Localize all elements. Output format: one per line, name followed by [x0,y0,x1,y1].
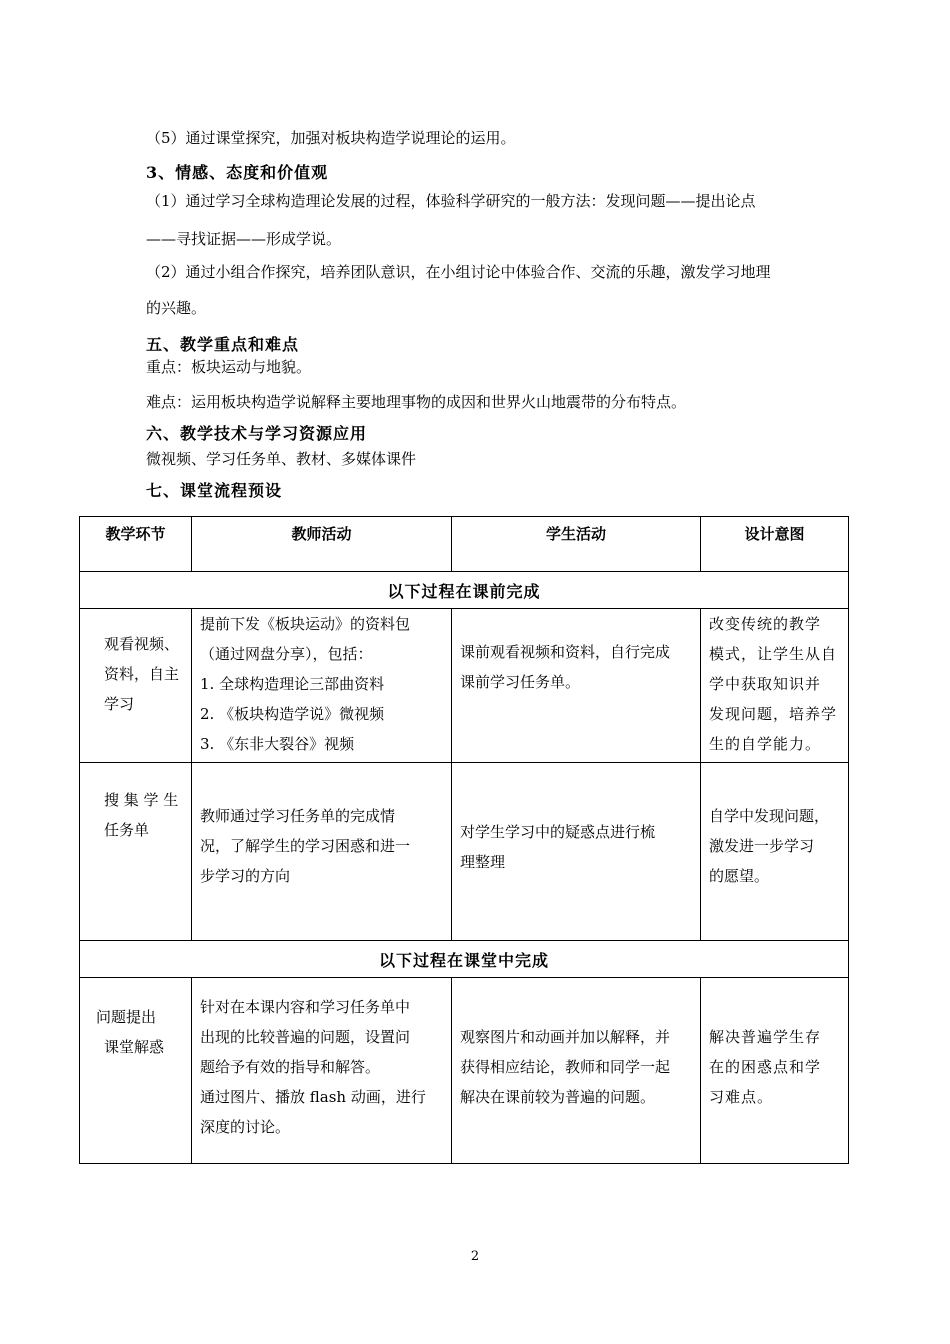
stage-cell: 问题提出 课堂解惑 [96,1008,165,1056]
section-5-title: 五、教学重点和难点 [146,335,300,354]
header-intent: 设计意图 [701,517,849,572]
page-number: 2 [470,1249,480,1264]
header-stage: 教学环节 [80,517,192,572]
lesson-flow-table [79,516,849,1164]
value-1-line-a: （1）通过学习全球构造理论发展的过程，体验科学研究的一般方法：发现问题——提出论点 [146,192,756,210]
table-row [80,609,849,763]
difficult-point: 难点：运用板块构造学说解释主要地理事物的成因和世界火山地震带的分布特点。 [146,393,687,411]
group-in-class: 以下过程在课堂中完成 [80,941,849,978]
teacher-cell: 教师通过学习任务单的完成情 况，了解学生的学习困惑和进一 步学习的方向 [200,807,411,885]
teacher-cell: 提前下发《板块运动》的资料包 （通过网盘分享），包括： 1. 全球构造理论三部曲资料 2. 《板块构造学说》微视频 3. 《东非大裂谷》视频 [200,615,411,753]
table-row [80,763,849,941]
student-cell: 对学生学习中的疑惑点进行梳 理整理 [460,823,656,871]
value-1-line-b: ——寻找证据——形成学说。 [146,230,342,248]
section-7-title: 七、课堂流程预设 [146,481,283,500]
section-6-title: 六、教学技术与学习资源应用 [146,424,368,443]
resources: 微视频、学习任务单、教材、多媒体课件 [146,450,417,468]
header-teacher: 教师活动 [192,517,452,572]
header-student: 学生活动 [452,517,701,572]
stage-cell: 搜 集 学 生 任务单 [104,791,179,839]
student-cell: 课前观看视频和资料，自行完成 课前学习任务单。 [460,643,671,691]
value-2-line-a: （2）通过小组合作探究，培养团队意识，在小组讨论中体验合作、交流的乐趣，激发学习地理 [146,263,771,281]
teacher-cell: 针对在本课内容和学习任务单中 出现的比较普遍的问题，设置问 题给予有效的指导和解答。 通过图片、播放 flash 动画，进行 深度的讨论。 [200,998,426,1136]
key-point: 重点：板块运动与地貌。 [146,358,312,376]
value-2-line-b: 的兴趣。 [146,299,207,317]
intent-cell: 改变传统的教学 模式，让学生从自 学中获取知识并 发现问题，培养学 生的自学能力。 [709,615,838,753]
intent-cell: 自学中发现问题， 激发进一步学习 的愿望。 [709,807,830,885]
table-header-row [80,517,849,572]
stage-cell: 观看视频、 资料，自主 学习 [104,635,180,713]
intent-cell: 解决普遍学生存 在的困惑点和学 习难点。 [709,1028,822,1106]
student-cell: 观察图片和动画并加以解释，并 获得相应结论，教师和同学一起 解决在课前较为普遍的问题。 [460,1028,671,1106]
heading-attitude: 3、情感、态度和价值观 [146,163,329,182]
objective-5: （5）通过课堂探究，加强对板块构造学说理论的运用。 [146,129,516,147]
group-before-class: 以下过程在课前完成 [80,572,849,609]
table-row [80,978,849,1164]
